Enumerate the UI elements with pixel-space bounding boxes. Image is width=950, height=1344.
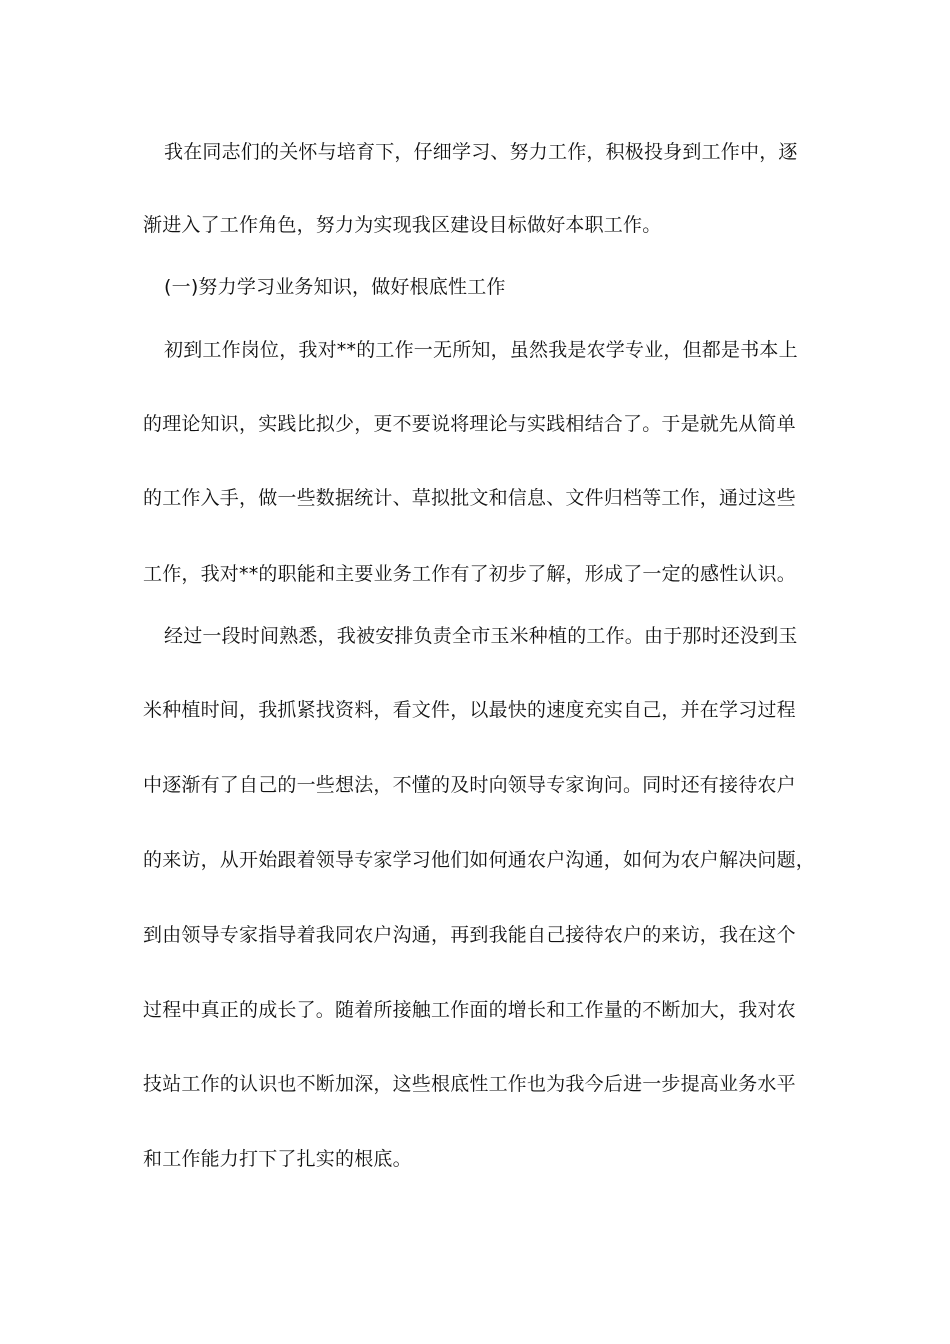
paragraph-3-line-4: 的来访，从开始跟着领导专家学习他们如何通农户沟通，如何为农户解决问题， [143, 849, 816, 871]
paragraph-3-line-5: 到由领导专家指导着我同农户沟通，再到我能自己接待农户的来访，我在这个 [143, 924, 796, 946]
paragraph-3-line-1: 经过一段时间熟悉，我被安排负责全市玉米种植的工作。由于那时还没到玉 [164, 625, 798, 647]
paragraph-1-line-2: 渐进入了工作角色，努力为实现我区建设目标做好本职工作。 [143, 214, 662, 236]
paragraph-1-line-1: 我在同志们的关怀与培育下，仔细学习、努力工作，积极投身到工作中，逐 [164, 141, 798, 163]
section-heading: (一)努力学习业务知识，做好根底性工作 [164, 276, 506, 298]
paragraph-3-line-8: 和工作能力打下了扎实的根底。 [143, 1148, 412, 1170]
paragraph-2-line-4: 工作，我对**的职能和主要业务工作有了初步了解，形成了一定的感性认识。 [143, 563, 797, 585]
paragraph-3-line-6: 过程中真正的成长了。随着所接触工作面的增长和工作量的不断加大，我对农 [143, 999, 796, 1021]
paragraph-2-line-1: 初到工作岗位，我对**的工作一无所知，虽然我是农学专业，但都是书本上 [164, 339, 798, 361]
paragraph-2-line-3: 的工作入手，做一些数据统计、草拟批文和信息、文件归档等工作，通过这些 [143, 487, 796, 509]
paragraph-3-line-2: 米种植时间，我抓紧找资料，看文件，以最快的速度充实自己，并在学习过程 [143, 699, 796, 721]
paragraph-2-line-2: 的理论知识，实践比拟少，更不要说将理论与实践相结合了。于是就先从简单 [143, 413, 796, 435]
paragraph-3-line-3: 中逐渐有了自己的一些想法，不懂的及时向领导专家询问。同时还有接待农户 [143, 774, 796, 796]
paragraph-3-line-7: 技站工作的认识也不断加深，这些根底性工作也为我今后进一步提高业务水平 [143, 1073, 796, 1095]
